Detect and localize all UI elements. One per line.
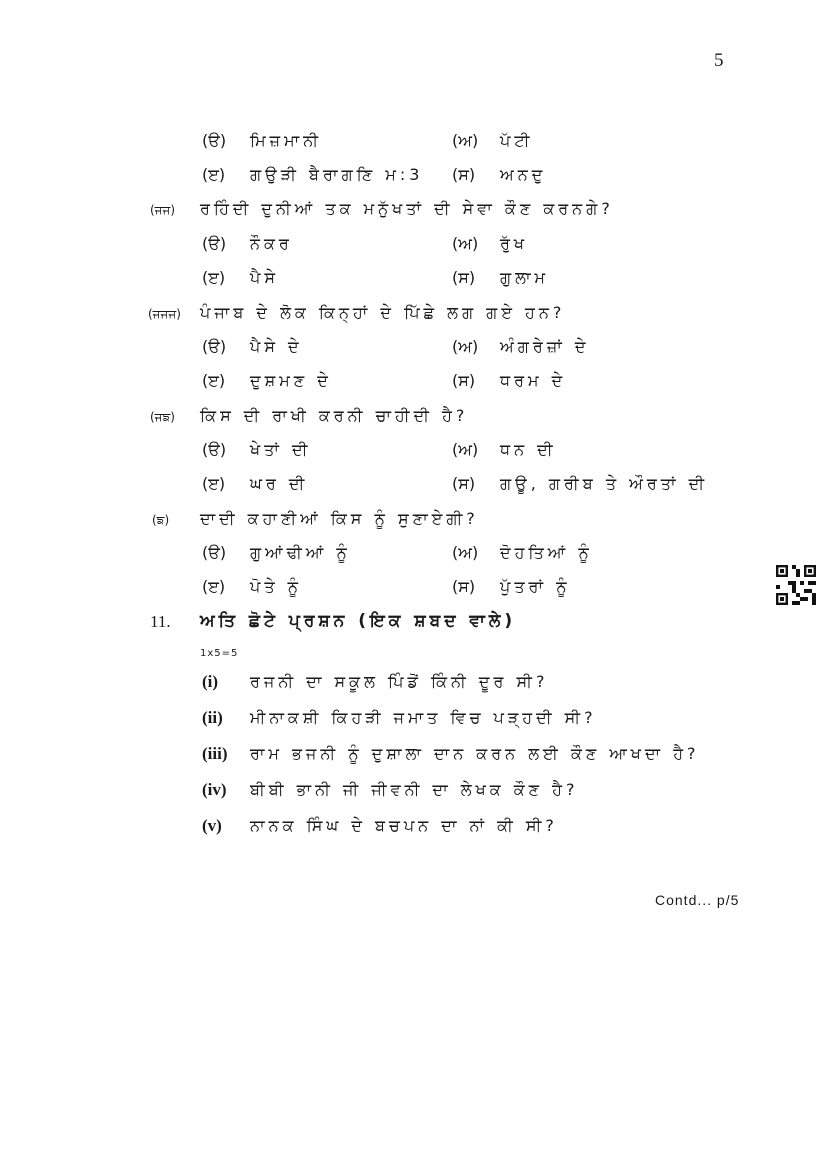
option-text: ਪੁੱਤਰਾਂ ਨੂੰ <box>500 577 571 596</box>
item-label: (iii) <box>202 744 228 763</box>
page-number: 5 <box>714 50 724 71</box>
option-label: (ੳ) <box>202 337 227 356</box>
option-label: (ਸ) <box>452 371 476 390</box>
question-label: (ਜਙ) <box>150 410 175 424</box>
option-label: (ਅ) <box>452 440 479 459</box>
option-text: ਨੌਕਰ <box>250 234 293 253</box>
option-text: ਅੰਗਰੇਜ਼ਾਂ ਦੇ <box>500 337 590 356</box>
item-text: ਮੀਨਾਕਸ਼ੀ ਕਿਹੜੀ ਜਮਾਤ ਵਿਚ ਪੜ੍ਹਦੀ ਸੀ? <box>250 708 597 727</box>
item-label: (i) <box>202 672 219 691</box>
option-label: (ੲ) <box>202 474 226 493</box>
question-text: ਪੰਜਾਬ ਦੇ ਲੋਕ ਕਿਨ੍ਹਾਂ ਦੇ ਪਿੱਛੇ ਲਗ ਗਏ ਹਨ? <box>200 303 566 322</box>
option-text: ਧਰਮ ਦੇ <box>500 371 567 390</box>
option-text: ਅਨਦੁ <box>500 165 547 184</box>
option-label: (ਅ) <box>452 337 479 356</box>
option-text: ਖੇਤਾਂ ਦੀ <box>250 440 312 459</box>
option-text: ਧਨ ਦੀ <box>500 440 557 459</box>
option-text: ਪੈਸੇ ਦੇ <box>250 337 303 356</box>
option-label: (ੳ) <box>202 440 227 459</box>
option-label: (ੲ) <box>202 371 226 390</box>
option-label: (ਸ) <box>452 474 476 493</box>
question-text: ਕਿਸ ਦੀ ਰਾਖੀ ਕਰਨੀ ਚਾਹੀਦੀ ਹੈ? <box>200 406 469 425</box>
section-marks: 1x5=5 <box>200 648 239 659</box>
option-text: ਗਉੜੀ ਬੈਰਾਗਣਿ ਮ:3 <box>250 165 424 184</box>
question-label: (ਜਜ) <box>150 203 176 217</box>
option-label: (ਅ) <box>452 234 479 253</box>
option-text: ਗੁਆਂਢੀਆਂ ਨੂੰ <box>250 543 351 562</box>
question-text: ਦਾਦੀ ਕਹਾਣੀਆਂ ਕਿਸ ਨੂੰ ਸੁਣਾਏਗੀ? <box>200 509 479 528</box>
option-text: ਪੱਟੀ <box>500 131 534 150</box>
option-label: (ੳ) <box>202 543 227 562</box>
option-text: ਪੋਤੇ ਨੂੰ <box>250 577 303 596</box>
continued-note: Contd... p/5 <box>655 892 740 908</box>
option-label: (ਅ) <box>452 131 479 150</box>
question-label: (ਙ) <box>152 513 170 527</box>
question-label: (ਜਜਜ) <box>148 307 181 321</box>
option-label: (ੲ) <box>202 165 226 184</box>
item-label: (v) <box>202 816 222 835</box>
item-text: ਨਾਨਕ ਸਿੰਘ ਦੇ ਬਚਪਨ ਦਾ ਨਾਂ ਕੀ ਸੀ? <box>250 816 558 835</box>
qr-code <box>776 565 816 605</box>
option-text: ਗਊ, ਗਰੀਬ ਤੇ ਔਰਤਾਂ ਦੀ <box>500 474 709 493</box>
option-text: ਘਰ ਦੀ <box>250 474 309 493</box>
option-text: ਰੁੱਖ <box>500 234 529 253</box>
option-label: (ਅ) <box>452 543 479 562</box>
option-label: (ਸ) <box>452 577 476 596</box>
item-label: (iv) <box>202 780 227 799</box>
item-text: ਬੀਬੀ ਭਾਨੀ ਜੀ ਜੀਵਨੀ ਦਾ ਲੇਖਕ ਕੌਣ ਹੈ? <box>250 780 579 799</box>
option-label: (ੲ) <box>202 577 226 596</box>
item-text: ਰਾਮ ਭਜਨੀ ਨੂੰ ਦੁਸ਼ਾਲਾ ਦਾਨ ਕਰਨ ਲਈ ਕੌਣ ਆਖਦਾ ਹੈ? <box>250 744 700 763</box>
option-text: ਦੋਹਤਿਆਂ ਨੂੰ <box>500 543 593 562</box>
option-text: ਪੈਸੇ <box>250 268 279 287</box>
option-label: (ੲ) <box>202 268 226 287</box>
option-text: ਮਿਜ਼ਮਾਨੀ <box>250 131 323 150</box>
option-label: (ੳ) <box>202 234 227 253</box>
item-text: ਰਜਨੀ ਦਾ ਸਕੂਲ ਪਿੰਡੋਂ ਕਿੰਨੀ ਦੂਰ ਸੀ? <box>250 672 549 691</box>
option-label: (ਸ) <box>452 268 476 287</box>
option-text: ਦੁਸ਼ਮਣ ਦੇ <box>250 371 332 390</box>
option-label: (ੳ) <box>202 131 227 150</box>
section-number: 11. <box>150 612 171 631</box>
section-title: ਅਤਿ ਛੋਟੇ ਪ੍ਰਸ਼ਨ (ਇਕ ਸ਼ਬਦ ਵਾਲੇ) <box>200 611 517 631</box>
question-text: ਰਹਿੰਦੀ ਦੁਨੀਆਂ ਤਕ ਮਨੁੱਖਤਾਂ ਦੀ ਸੇਵਾ ਕੌਣ ਕਰਨਗੇ? <box>200 199 614 218</box>
option-text: ਗੁਲਾਮ <box>500 268 550 287</box>
option-label: (ਸ) <box>452 165 476 184</box>
item-label: (ii) <box>202 708 223 727</box>
